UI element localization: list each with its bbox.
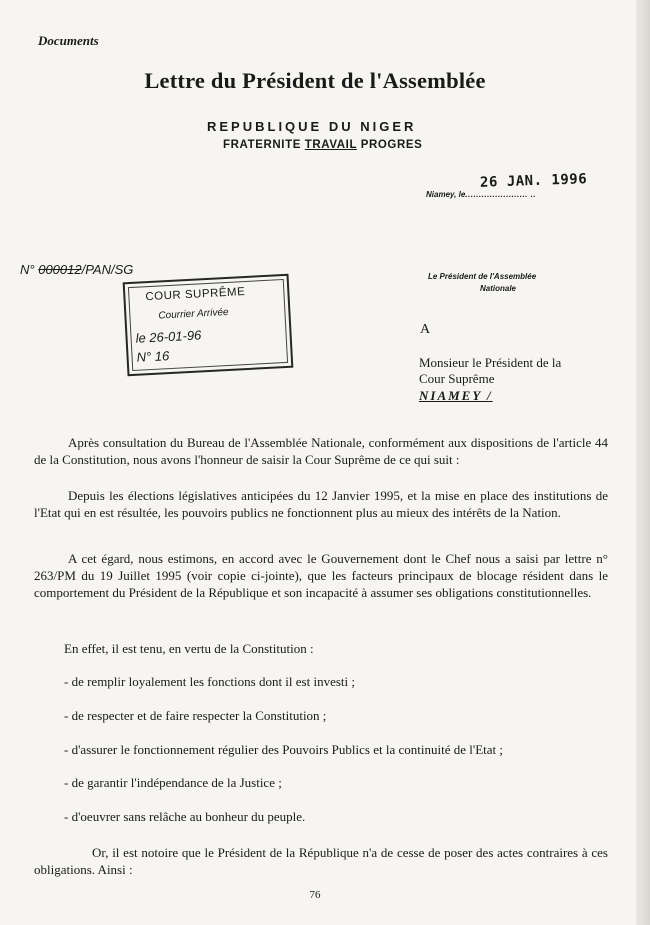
stamp-line-3: le 26-01-96 <box>135 327 202 346</box>
obligation-item: - de respecter et de faire respecter la Constitution ; <box>64 708 327 723</box>
motto-word-2: TRAVAIL <box>304 139 357 151</box>
reference-suffix: /PAN/SG <box>81 262 134 277</box>
body-paragraph-1: Après consultation du Bureau de l'Assemblée Nationale, conformément aux dispositions de l'article 44 de la Constitution, nous avons l'honneur de saisir la Cour Suprême de ce qui suit : <box>34 435 608 467</box>
obligation-item: - d'oeuvrer sans relâche au bonheur du peuple. <box>64 809 306 824</box>
recipient-line-1: Monsieur le Président de la <box>419 355 562 370</box>
letter-date: 26 JAN. 1996 <box>479 171 588 191</box>
dateline-place-label: Niamey, le <box>426 190 466 199</box>
reference-number <box>20 262 133 277</box>
stamp-line-4: N° 16 <box>136 348 170 365</box>
stamp-line-2: Courrier Arrivée <box>158 306 229 322</box>
letterhead-motto <box>223 139 422 151</box>
letterhead-country: REPUBLIQUE DU NIGER <box>207 119 417 134</box>
body-paragraph-5: Or, il est notoire que le Président de la République n'a de cesse de poser des actes contraires à ces obligations. Ainsi : <box>34 845 608 877</box>
obligation-item: - de remplir loyalement les fonctions dont il est investi ; <box>64 674 355 689</box>
dateline-dots: ....................... .. <box>465 190 537 199</box>
section-label: Documents <box>38 33 99 48</box>
motto-word-3: PROGRES <box>360 139 423 151</box>
reference-struck-number: 000012 <box>38 262 82 277</box>
stamp-line-1: COUR SUPRÊME <box>145 286 246 304</box>
body-paragraph-4: En effet, il est tenu, en vertu de la Constitution : <box>64 641 314 656</box>
recipient-a: A <box>420 322 431 337</box>
motto-word-1: FRATERNITE <box>223 139 301 151</box>
sender-line-2: Nationale <box>480 284 517 293</box>
sender-line-1: Le Président de l'Assemblée <box>428 272 537 281</box>
obligation-item: - de garantir l'indépendance de la Justice ; <box>64 775 282 790</box>
body-paragraph-3: A cet égard, nous estimons, en accord avec le Gouvernement dont le Chef nous a saisi par lettre n° 263/PM du 19 Juillet 1995 (voir copie ci-jointe), que les facteurs principaux de blocage résident dans le comportement du Président de la République et son incapacité à assumer ses obligations constitutionnelles. <box>34 551 608 600</box>
obligation-item: - d'assurer le fonctionnement régulier des Pouvoirs Publics et la continuité de l'Etat ; <box>64 742 503 757</box>
recipient-city: NIAMEY / <box>419 388 493 403</box>
body-paragraph-2: Depuis les élections législatives anticipées du 12 Janvier 1995, et la mise en place des institutions de l'Etat qui en est résultée, les pouvoirs publics ne fonctionnent plus au mieux des intérêts de la Nation. <box>34 488 608 520</box>
page-title: Lettre du Président de l'Assemblée <box>144 68 486 93</box>
page-edge-shadow <box>636 0 650 925</box>
court-receipt-stamp <box>123 274 294 377</box>
reference-prefix: N° <box>20 262 35 277</box>
page-number: 76 <box>309 889 321 901</box>
dateline-place <box>426 190 536 199</box>
recipient-line-2: Cour Suprême <box>419 371 495 386</box>
